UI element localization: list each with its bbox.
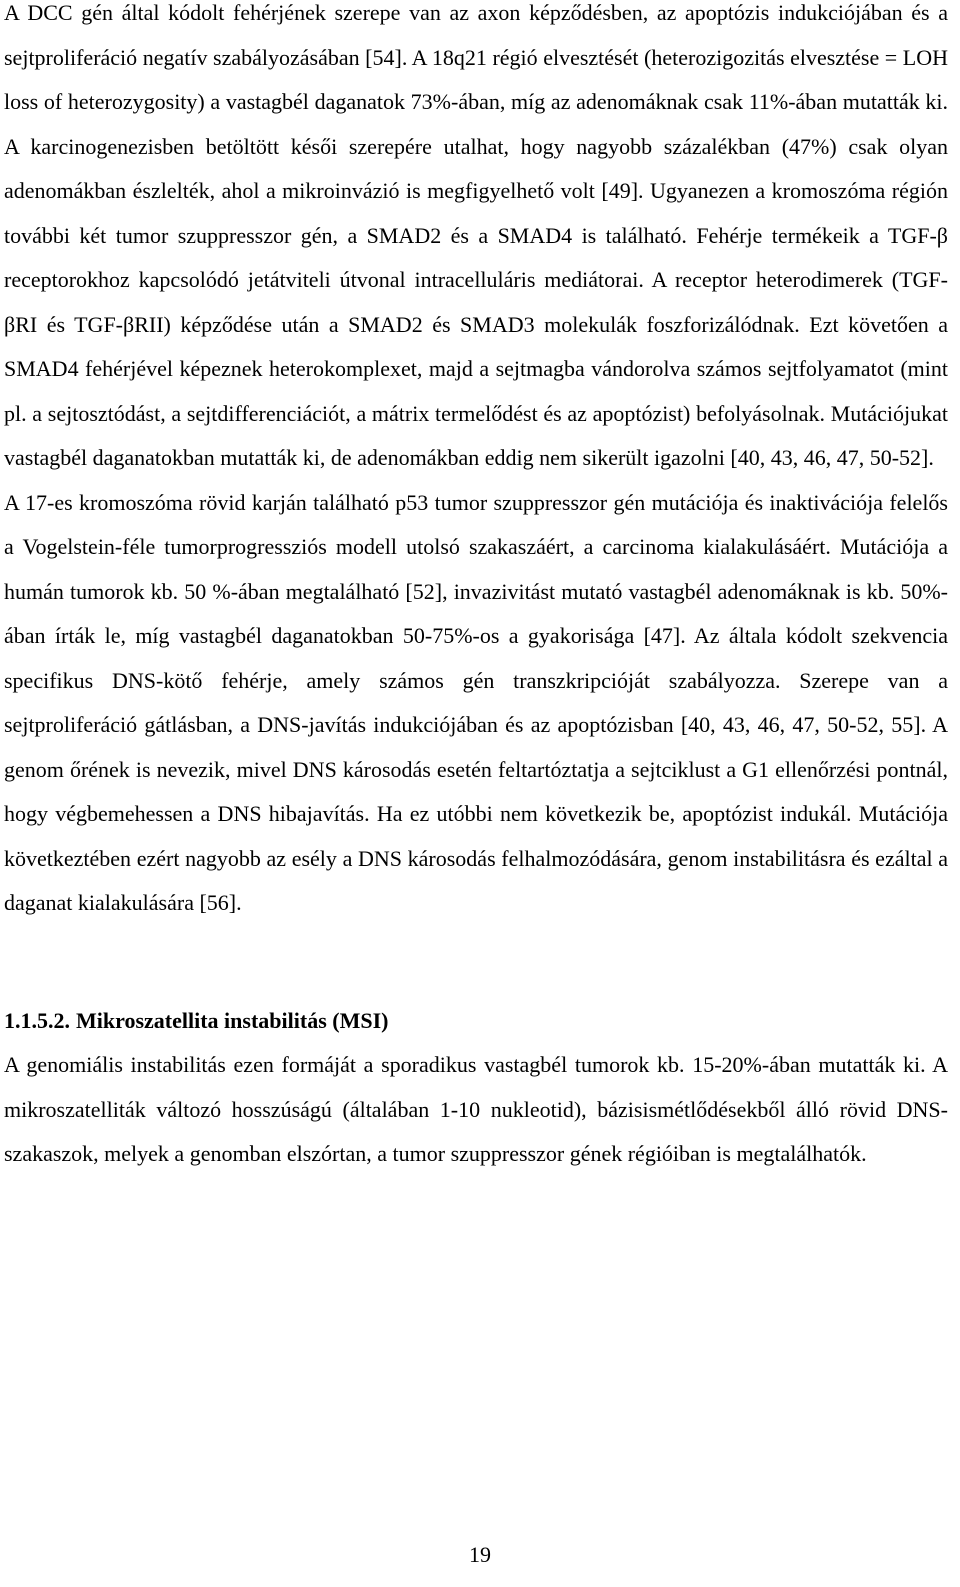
section-number: 1.1.5.2. xyxy=(4,1007,70,1033)
paragraph-msi: A genomiális instabilitás ezen formáját a sporadikus vastagbél tumorok kb. 15-20%-ában mutatták ki. A mikroszatelliták változó hosszúságú (általában 1-10 nukleotid), bázisismétlődésekből álló rövid DNS-szakaszok, melyek a genomban elszórtan, a tumor szuppresszor gének régióiban is megtalálhatók. xyxy=(4,1052,948,1166)
paragraph-p53: A 17-es kromoszóma rövid karján található p53 tumor szuppresszor gén mutációja és inaktivációja felelős a Vogelstein-féle tumorprogressziós modell utolsó szakaszáért, a carcinoma kialakulásáért. Mutációja a humán tumorok kb. 50 %-ában megtalálható [52], invazivitást mutató vastagbél adenomáknak is kb. 50%-ában írták le, míg vastagbél daganatokban 50-75%-os a gyakorisága [47]. Az általa kódolt szekvencia specifikus DNS-kötő fehérje, amely számos gén transzkripcióját szabályozza. Szerepe van a sejtproliferáció gátlásban, a DNS-javítás indukciójában és az apoptózisban [40, 43, 46, 47, 50-52, 55]. A genom őrének is nevezik, mivel DNS károsodás esetén feltartóztatja a sejtciklust a G1 ellenőrzési pontnál, hogy végbemehessen a DNS hibajavítás. Ha ez utóbbi nem következik be, apoptózist indukál. Mutációja következtében ezért nagyobb az esély a DNS károsodás felhalmozódására, genom instabilitásra és ezáltal a daganat kialakulására [56]. xyxy=(4,489,948,915)
page-number: 19 xyxy=(469,1542,491,1567)
paragraph-dcc-smad: A DCC gén által kódolt fehérjének szerepe van az axon képződésben, az apoptózis indukciójában és a sejtproliferáció negatív szabályozásában [54]. A 18q21 régió elvesztését (heterozigozitás elvesztése = LOH loss of heterozygosity) a vastagbél daganatok 73%-ában, míg az adenomáknak csak 11%-ában mutatták ki. A karcinogenezisben betöltött késői szerepére utalhat, hogy nagyobb százalékban (47%) csak olyan adenomákban észlelték, ahol a mikroinvázió is megfigyelhető volt [49]. Ugyanezen a kromoszóma régión további két tumor szuppresszor gén, a SMAD2 és a SMAD4 is található. Fehérje termékeik a TGF-β receptorokhoz kapcsolódó jetátviteli útvonal intracelluláris mediátorai. A receptor heterodimerek (TGF-βRI és TGF-βRII) képződése után a SMAD2 és SMAD3 molekulák foszforizálódnak. Ezt követően a SMAD4 fehérjével képeznek heterokomplexet, majd a sejtmagba vándorolva számos sejtfolyamatot (mint pl. a sejtosztódást, a sejtdifferenciációt, a mátrix termelődést és az apoptózist) befolyásolnak. Mutációjukat vastagbél daganatokban mutatták ki, de adenomákban eddig nem sikerült igazolni [40, 43, 46, 47, 50-52]. xyxy=(4,0,948,470)
section-heading xyxy=(4,999,948,1044)
section-title: Mikroszatellita instabilitás (MSI) xyxy=(76,1007,389,1033)
document-page xyxy=(4,0,948,1177)
